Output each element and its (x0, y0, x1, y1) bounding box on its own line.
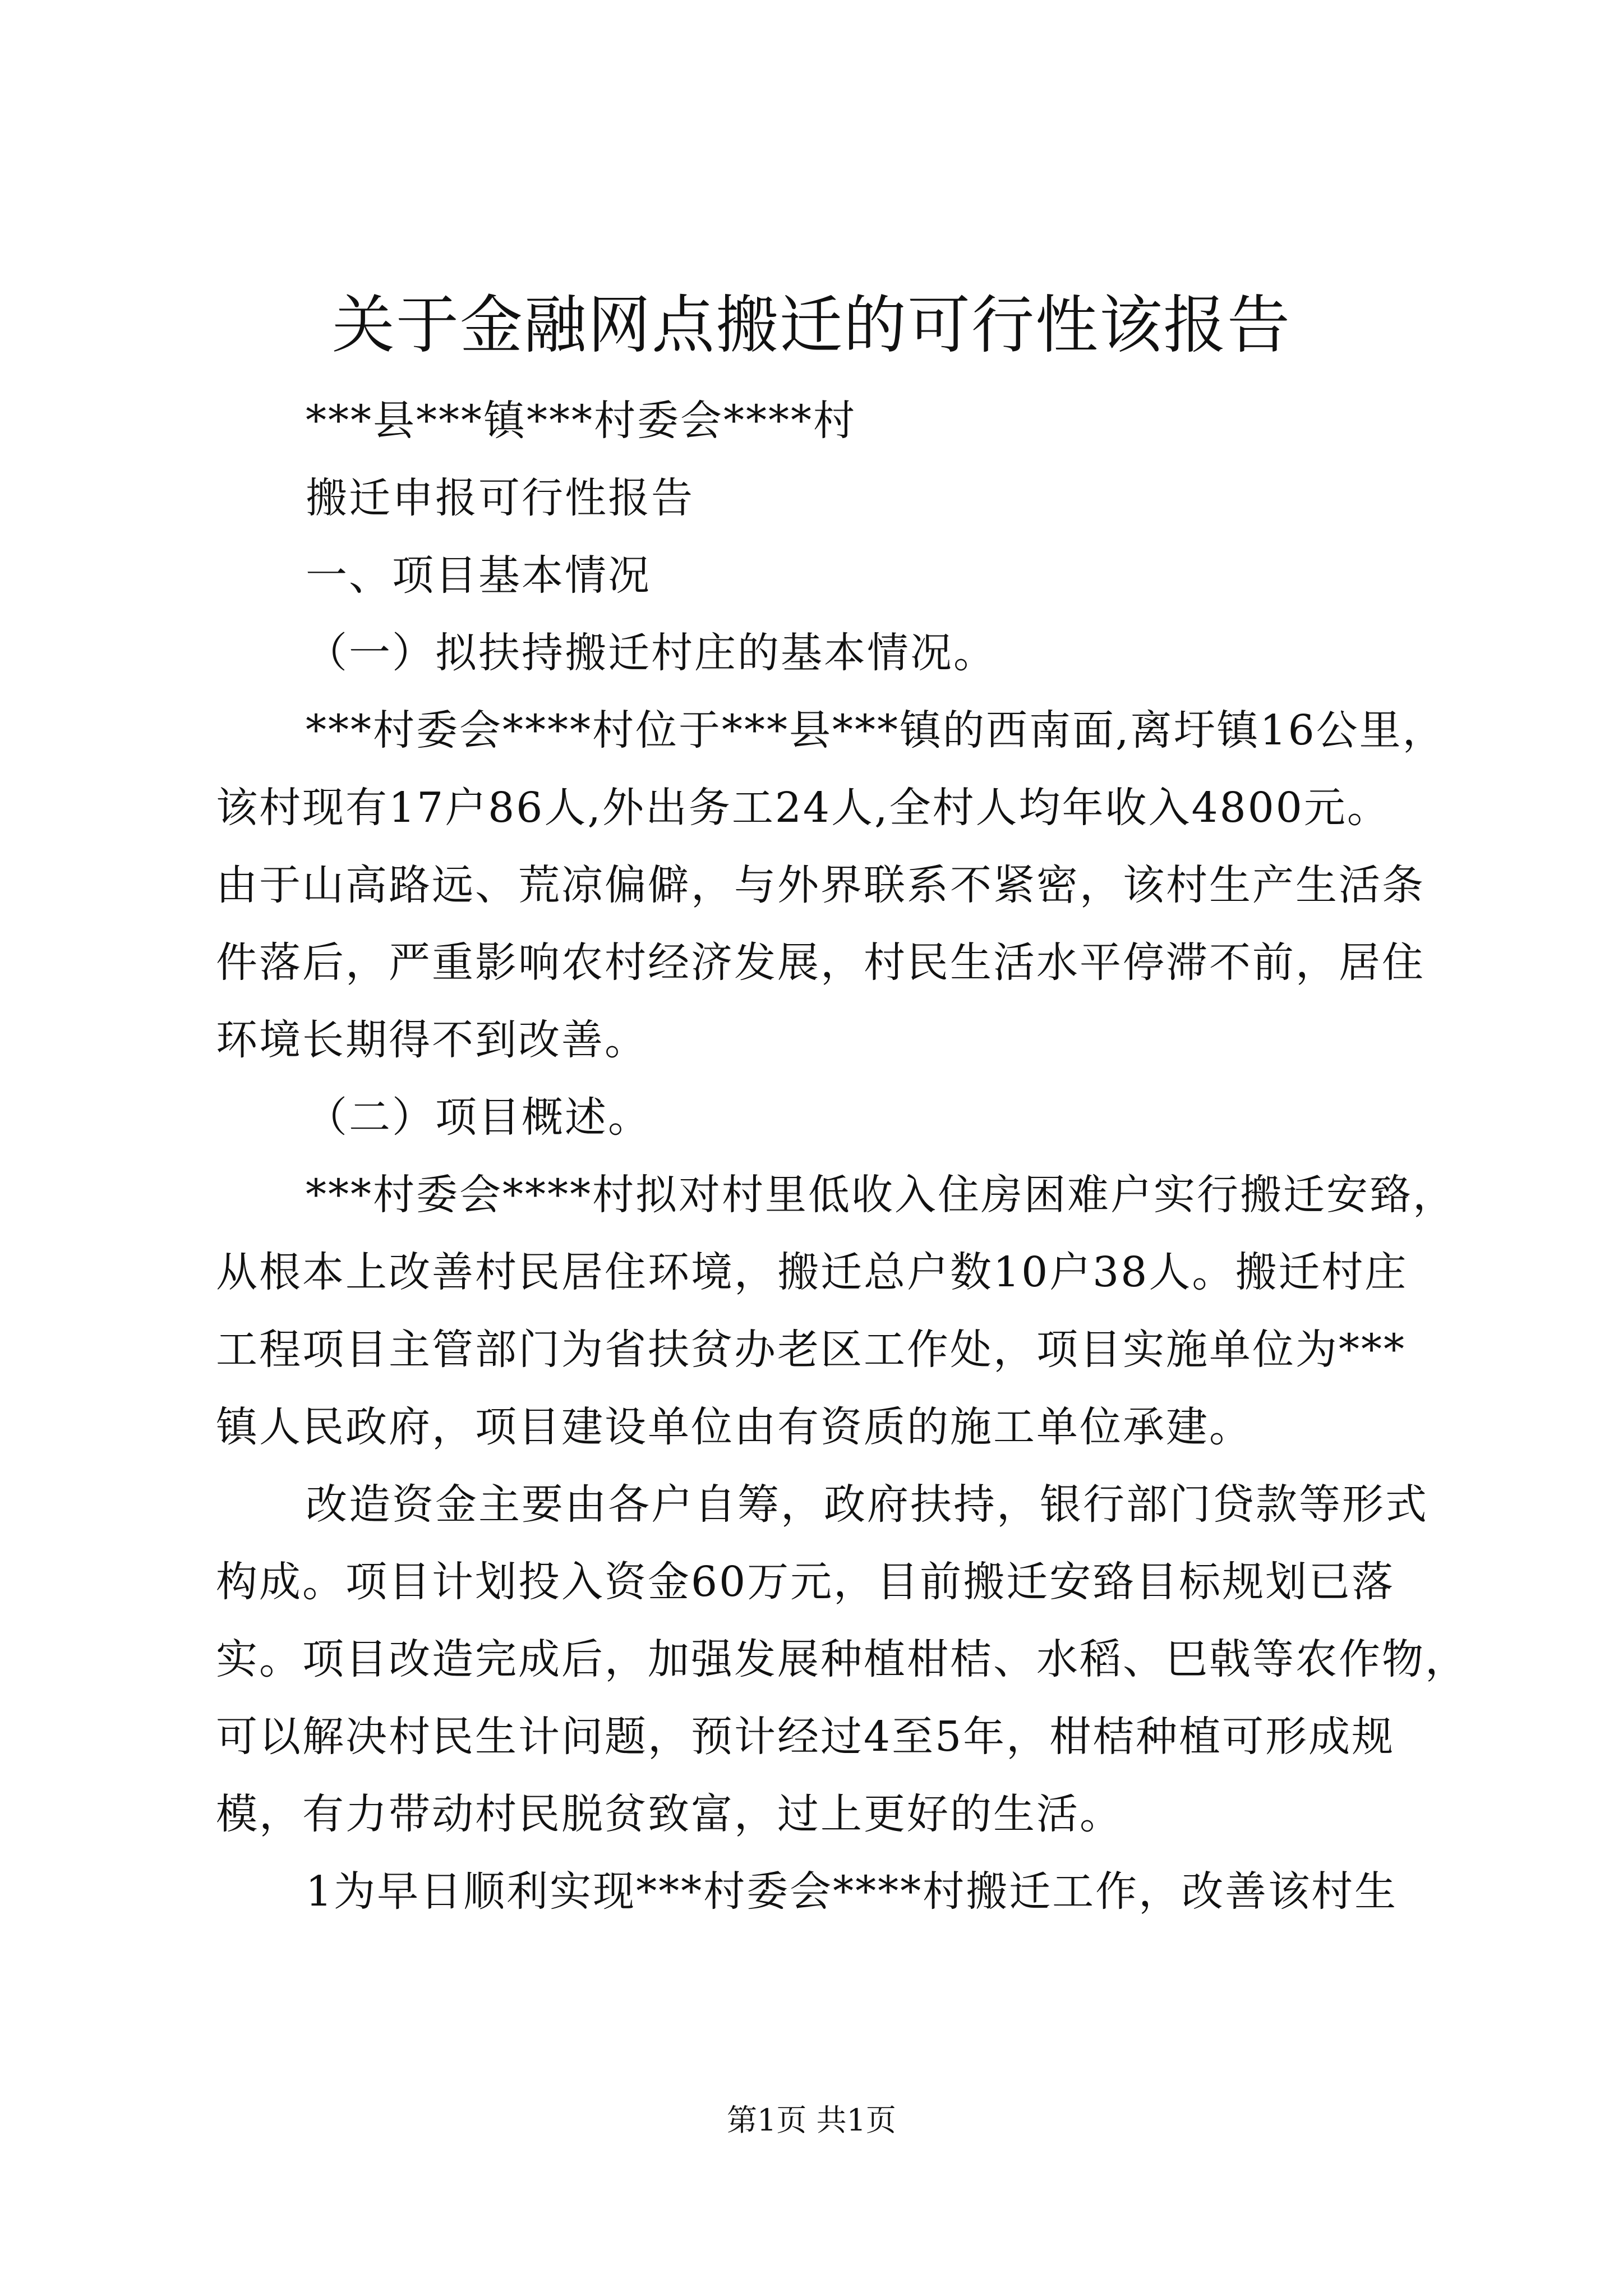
document-title: 关于金融网点搬迁的可行性该报告 (332, 289, 1291, 362)
text-line: 可以解决村民生计问题，预计经过4至5年，柑桔种植可形成规 (216, 1713, 1395, 1761)
text-line: 件落后，严重影响农村经济发展，村民生活水平停滞不前，居住 (216, 938, 1425, 987)
text-line: ***村委会****村位于***县***镇的西南面,离圩镇16公里， (306, 706, 1446, 754)
subsection-heading: （一）拟扶持搬迁村庄的基本情况。 (306, 629, 997, 677)
text-line: ***村委会****村拟对村里低收入住房困难户实行搬迁安臵， (306, 1171, 1456, 1219)
text-line: 实。项目改造完成后，加强发展种植柑桔、水稻、巴戟等农作物， (216, 1635, 1468, 1683)
text-line: 模，有力带动村民脱贫致富，过上更好的生活。 (216, 1790, 1123, 1838)
page-footer: 第1页 共1页 (727, 2102, 896, 2138)
text-line: 镇人民政府，项目建设单位由有资质的施工单位承建。 (216, 1403, 1252, 1451)
text-line: 1为早日顺利实现***村委会****村搬迁工作，改善该村生 (306, 1867, 1398, 1916)
text-line: 构成。项目计划投入资金60万元，目前搬迁安臵目标规划已落 (216, 1558, 1395, 1606)
text-line: 由于山高路远、荒凉偏僻，与外界联系不紧密，该村生产生活条 (216, 861, 1425, 909)
text-line: 该村现有17户86人,外出务工24人,全村人均年收入4800元。 (216, 784, 1390, 832)
text-line: 改造资金主要由各户自筹，政府扶持，银行部门贷款等形式 (306, 1480, 1428, 1529)
text-line: 环境长期得不到改善。 (216, 1016, 648, 1064)
section-heading: 一、项目基本情况 (306, 551, 651, 600)
subsection-heading: （二）项目概述。 (306, 1093, 651, 1142)
text-line: 从根本上改善村民居住环境，搬迁总户数10户38人。搬迁村庄 (216, 1248, 1408, 1296)
text-line: 工程项目主管部门为省扶贫办老区工作处，项目实施单位为*** (216, 1326, 1406, 1374)
text-line: ***县***镇***村委会****村 (306, 397, 856, 445)
text-line: 搬迁申报可行性报告 (306, 474, 694, 522)
